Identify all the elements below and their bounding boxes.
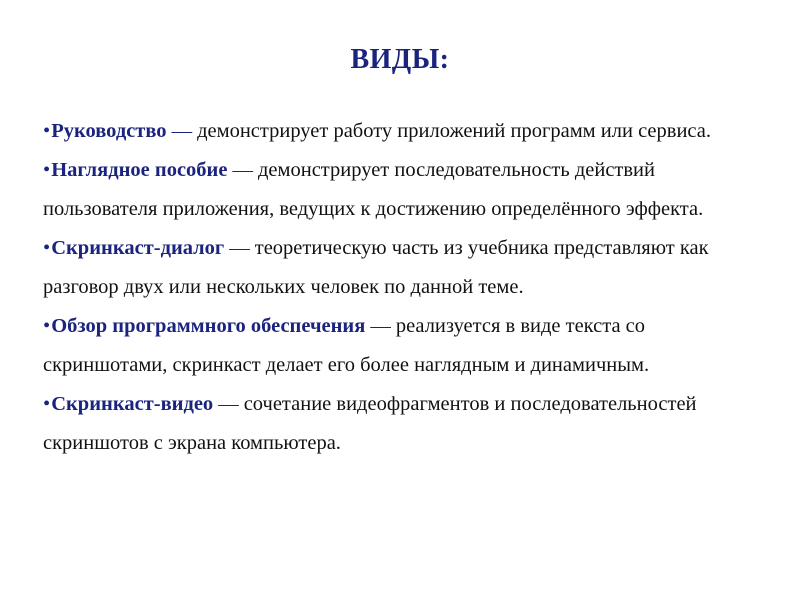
list-item-visual-aid: [43, 151, 773, 229]
slide-title-text: ВИДЫ:: [350, 44, 450, 75]
term-guide: Руководство: [51, 120, 167, 142]
dash: —: [232, 159, 253, 181]
description-screencast-video: сочетание видеофрагментов и последовательностей скриншотов с экрана компьютера.: [43, 393, 697, 454]
description-software-review: реализуется в виде текста со скриншотами, скринкаст делает его более наглядным и динамичным.: [43, 315, 650, 376]
description-visual-aid: демонстрирует последовательность действий пользователя приложения, ведущих к достижению определённого эффекта.: [43, 159, 704, 220]
term-software-review: Обзор программного обеспечения: [51, 315, 366, 337]
bullet: •: [43, 120, 51, 142]
list-item-screencast-video: [43, 385, 773, 463]
term-screencast-video: Скринкаст-видео: [51, 393, 214, 415]
dash: —: [229, 237, 250, 259]
bullet: •: [43, 159, 51, 181]
bullet: •: [43, 393, 51, 415]
term-screencast-dialog: Скринкаст-диалог: [51, 237, 225, 259]
dash: —: [370, 315, 391, 337]
bullet: •: [43, 315, 51, 337]
term-visual-aid: Наглядное пособие: [51, 159, 228, 181]
list-item-screencast-dialog: [43, 229, 773, 307]
dash: —: [171, 120, 193, 142]
types-list: [43, 112, 773, 463]
bullet: •: [43, 237, 51, 259]
list-item-guide: [43, 112, 773, 151]
description-guide: демонстрирует работу приложений программ или сервиса.: [197, 120, 711, 142]
dash: —: [218, 393, 239, 415]
list-item-software-review: [43, 307, 773, 385]
description-screencast-dialog: теоретическую часть из учебника представляют как разговор двух или нескольких человек по данной теме.: [43, 237, 709, 298]
slide-title: [0, 44, 800, 76]
